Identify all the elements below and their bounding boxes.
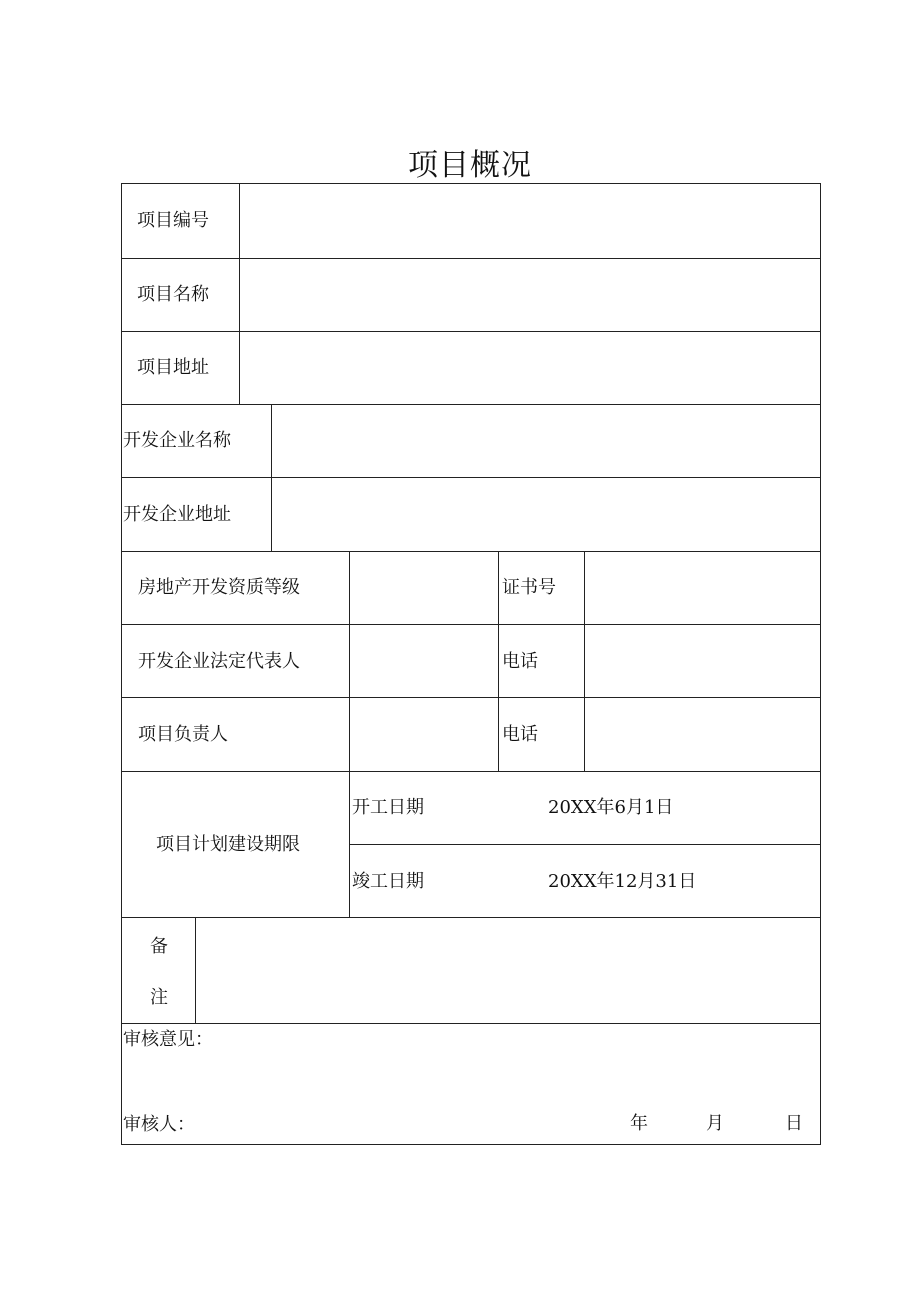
start-date-value: 20XX年6月1日 xyxy=(548,797,674,818)
table-divider xyxy=(498,551,499,771)
table-divider xyxy=(584,551,585,771)
project-address-label: 项目地址 xyxy=(137,357,209,378)
table-divider xyxy=(121,771,821,772)
table-divider xyxy=(121,258,821,259)
project-name-label: 项目名称 xyxy=(137,284,209,305)
developer-address-label: 开发企业地址 xyxy=(123,504,231,525)
project-leader-label: 项目负责人 xyxy=(138,724,228,745)
review-year-label: 年 xyxy=(630,1113,648,1134)
reviewer-label: 审核人： xyxy=(123,1114,195,1135)
completion-date-value: 20XX年12月31日 xyxy=(548,871,697,892)
review-day-label: 日 xyxy=(785,1113,803,1134)
table-divider xyxy=(239,183,240,404)
table-divider xyxy=(349,551,350,917)
review-opinion-label: 审核意见： xyxy=(123,1029,213,1050)
qualification-level-label: 房地产开发资质等级 xyxy=(138,577,300,598)
remarks-label: 备 xyxy=(150,936,168,957)
review-month-label: 月 xyxy=(706,1113,724,1134)
table-divider xyxy=(121,404,821,405)
table-divider xyxy=(195,917,196,1023)
remarks-label: 注 xyxy=(150,987,168,1008)
table-divider xyxy=(121,331,821,332)
developer-name-label: 开发企业名称 xyxy=(123,430,231,451)
construction-period-label: 项目计划建设期限 xyxy=(156,834,300,855)
table-divider xyxy=(271,404,272,551)
legal-representative-label: 开发企业法定代表人 xyxy=(138,651,300,672)
table-divider xyxy=(121,477,821,478)
table-divider xyxy=(121,697,821,698)
project-number-label: 项目编号 xyxy=(137,210,209,231)
table-divider xyxy=(349,844,821,845)
phone-label: 电话 xyxy=(502,724,538,745)
completion-date-label: 竣工日期 xyxy=(352,871,424,892)
phone-label: 电话 xyxy=(502,651,538,672)
table-divider xyxy=(121,1023,821,1024)
certificate-number-label: 证书号 xyxy=(502,577,556,598)
table-divider xyxy=(121,624,821,625)
table-divider xyxy=(121,917,821,918)
page-title: 项目概况 xyxy=(408,148,532,183)
table-divider xyxy=(121,551,821,552)
start-date-label: 开工日期 xyxy=(352,797,424,818)
